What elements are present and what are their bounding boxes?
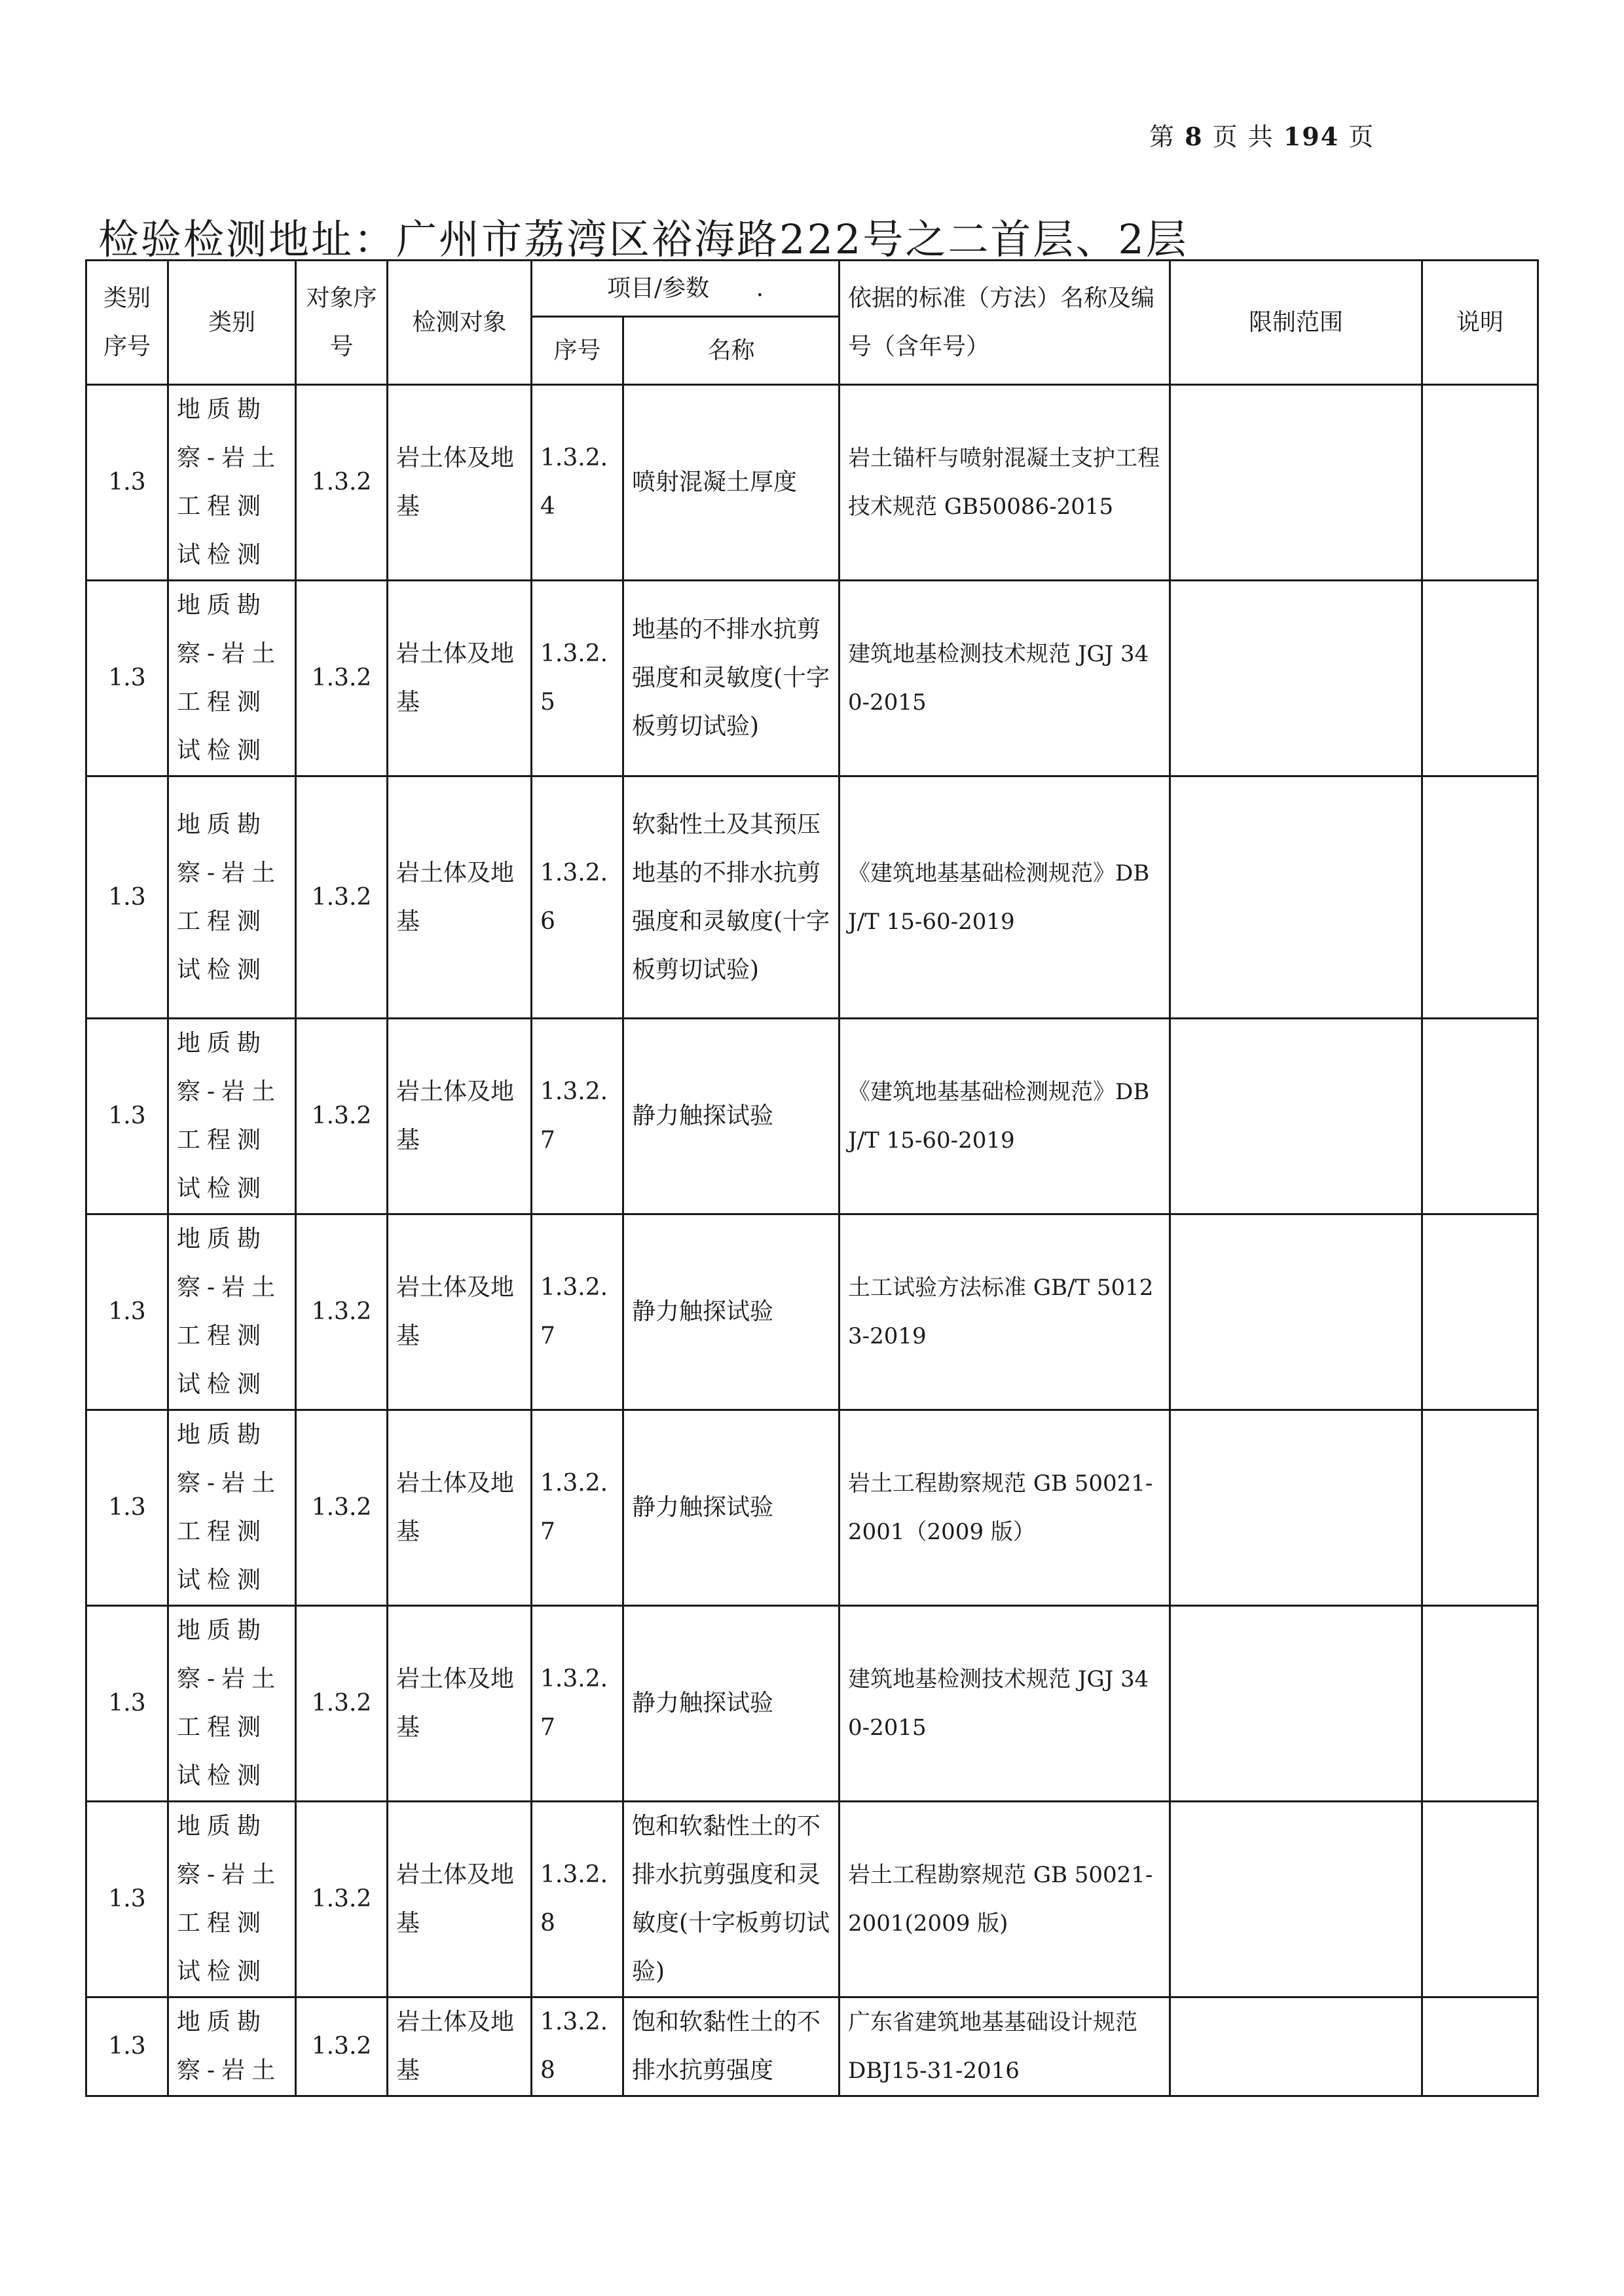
cell-standard: 《建筑地基基础检测规范》DBJ/T 15-60-2019 [840,776,1170,1019]
cell-object-number: 1.3.2 [296,1019,388,1214]
cell-object: 岩土体及地基 [388,1410,532,1606]
cell-standard: 岩土工程勘察规范 GB 50021-2001(2009 版) [840,1802,1170,1997]
cell-limit [1170,1606,1422,1802]
cell-object: 岩土体及地基 [388,1214,532,1410]
cell-limit [1170,776,1422,1019]
cell-note [1422,1997,1538,2096]
cell-category-number: 1.3 [86,1214,168,1410]
cell-category-number: 1.3 [86,1802,168,1997]
table-row [86,581,1538,776]
cell-object: 岩土体及地基 [388,1802,532,1997]
table-row [86,1997,1538,2096]
cell-object: 岩土体及地基 [388,1997,532,2096]
cell-category: 地质勘察-岩土工程测试检测 [168,1019,296,1214]
cell-object-number: 1.3.2 [296,385,388,581]
cell-note [1422,385,1538,581]
cell-object: 岩土体及地基 [388,1606,532,1802]
cell-category-number: 1.3 [86,581,168,776]
cell-limit [1170,1410,1422,1606]
table-row [86,776,1538,1019]
cell-object-number: 1.3.2 [296,1802,388,1997]
header-item-param [532,261,840,317]
cell-limit [1170,1997,1422,2096]
cell-note [1422,1606,1538,1802]
header-limit: 限制范围 [1170,261,1422,385]
cell-limit [1170,1214,1422,1410]
cell-standard: 建筑地基检测技术规范 JGJ 340-2015 [840,581,1170,776]
cell-item-number: 1.3.2.7 [532,1214,623,1410]
cell-item-name: 饱和软黏性土的不排水抗剪强度和灵敏度(十字板剪切试验) [623,1802,840,1997]
cell-limit [1170,1802,1422,1997]
cell-item-number: 1.3.2.8 [532,1997,623,2096]
table-row [86,1606,1538,1802]
cell-standard: 建筑地基检测技术规范 JGJ 340-2015 [840,1606,1170,1802]
cell-category-number: 1.3 [86,1410,168,1606]
table-row [86,1214,1538,1410]
cell-item-number: 1.3.2.7 [532,1606,623,1802]
cell-note [1422,1019,1538,1214]
header-object: 检测对象 [388,261,532,385]
table-row [86,1802,1538,1997]
cell-category-number: 1.3 [86,1019,168,1214]
cell-item-name: 静力触探试验 [623,1019,840,1214]
cell-limit [1170,1019,1422,1214]
cell-standard: 《建筑地基基础检测规范》DBJ/T 15-60-2019 [840,1019,1170,1214]
cell-category: 地质勘察-岩土工程测试检测 [168,385,296,581]
table-row [86,1019,1538,1214]
cell-item-number: 1.3.2.7 [532,1410,623,1606]
address-heading: 检验检测地址：广州市荔湾区裕海路222号之二首层、2层 [98,215,1189,263]
header-item-seq: 序号 [532,317,623,385]
cell-item-number: 1.3.2.5 [532,581,623,776]
cell-note [1422,1214,1538,1410]
page-number [1149,117,1375,153]
cell-category: 地质勘察-岩土 [168,1997,296,2096]
cell-object-number: 1.3.2 [296,581,388,776]
header-stray-dot: . [756,274,764,302]
cell-note [1422,776,1538,1019]
cell-object: 岩土体及地基 [388,776,532,1019]
header-object-number: 对象序号 [296,261,388,385]
cell-standard: 岩土工程勘察规范 GB 50021-2001（2009 版） [840,1410,1170,1606]
cell-object-number: 1.3.2 [296,1606,388,1802]
header-item-name: 名称 [623,317,840,385]
header-note: 说明 [1422,261,1538,385]
cell-category: 地质勘察-岩土工程测试检测 [168,581,296,776]
table-body [86,261,1538,2096]
cell-category-number: 1.3 [86,1606,168,1802]
header-standard: 依据的标准（方法）名称及编号（含年号） [840,261,1170,385]
cell-category-number: 1.3 [86,385,168,581]
page-total: 194 [1283,122,1340,151]
header-item-param-label: 项目/参数 [606,274,710,302]
header-category-number: 类别序号 [86,261,168,385]
cell-item-name: 软黏性土及其预压地基的不排水抗剪强度和灵敏度(十字板剪切试验) [623,776,840,1019]
table-header-row [86,261,1538,317]
cell-object: 岩土体及地基 [388,385,532,581]
cell-item-number: 1.3.2.7 [532,1019,623,1214]
cell-category: 地质勘察-岩土工程测试检测 [168,1410,296,1606]
cell-item-name: 饱和软黏性土的不排水抗剪强度 [623,1997,840,2096]
cell-item-name: 地基的不排水抗剪强度和灵敏度(十字板剪切试验) [623,581,840,776]
cell-object: 岩土体及地基 [388,581,532,776]
cell-category: 地质勘察-岩土工程测试检测 [168,1214,296,1410]
cell-limit [1170,581,1422,776]
cell-standard: 广东省建筑地基基础设计规范 DBJ15-31-2016 [840,1997,1170,2096]
page-middle: 页 共 [1212,122,1274,151]
cell-object-number: 1.3.2 [296,776,388,1019]
cell-item-number: 1.3.2.8 [532,1802,623,1997]
cell-item-name: 静力触探试验 [623,1410,840,1606]
table-row [86,1410,1538,1606]
cell-category-number: 1.3 [86,776,168,1019]
cell-object-number: 1.3.2 [296,1214,388,1410]
cell-note [1422,581,1538,776]
cell-note [1422,1802,1538,1997]
cell-standard: 土工试验方法标准 GB/T 50123-2019 [840,1214,1170,1410]
cell-category: 地质勘察-岩土工程测试检测 [168,1606,296,1802]
cell-category: 地质勘察-岩土工程测试检测 [168,1802,296,1997]
cell-category: 地质勘察-岩土工程测试检测 [168,776,296,1019]
page-prefix: 第 [1149,122,1176,151]
cell-object: 岩土体及地基 [388,1019,532,1214]
cell-standard: 岩土锚杆与喷射混凝土支护工程技术规范 GB50086-2015 [840,385,1170,581]
cell-item-number: 1.3.2.6 [532,776,623,1019]
page-current: 8 [1185,122,1204,151]
page-suffix: 页 [1348,122,1375,151]
cell-item-name: 静力触探试验 [623,1606,840,1802]
cell-item-name: 喷射混凝土厚度 [623,385,840,581]
cell-object-number: 1.3.2 [296,1997,388,2096]
cell-note [1422,1410,1538,1606]
header-category: 类别 [168,261,296,385]
table-row [86,385,1538,581]
cell-object-number: 1.3.2 [296,1410,388,1606]
cell-limit [1170,385,1422,581]
accreditation-table [85,259,1539,2097]
cell-item-number: 1.3.2.4 [532,385,623,581]
cell-category-number: 1.3 [86,1997,168,2096]
cell-item-name: 静力触探试验 [623,1214,840,1410]
